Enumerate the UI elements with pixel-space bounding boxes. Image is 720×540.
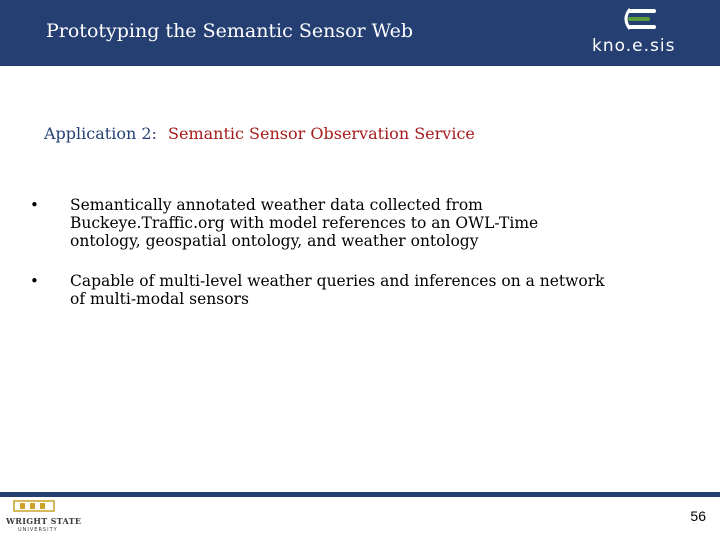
bullet-line: Semantically annotated weather data collected from [70,196,483,214]
slide-header [0,0,720,66]
page-number: 56 [690,508,706,524]
bullet-line: Buckeye.Traffic.org with model references to an OWL-Time [70,214,539,232]
bullet-item [30,272,690,308]
bullet-icon: • [30,272,39,290]
slide-title: Prototyping the Semantic Sensor Web [46,20,414,42]
bullet-line: ontology, geospatial ontology, and weather ontology [70,232,479,250]
knoesis-logo-text: kno.e.sis [592,36,676,56]
bullet-list [30,196,690,330]
subtitle-label: Application 2: [44,124,157,143]
wright-state-logo-text: WRIGHT STATE [6,516,82,526]
wright-state-logo-sub: UNIVERSITY [18,527,58,533]
slide-subtitle [44,124,475,143]
bullet-item [30,196,690,250]
knoesis-e-icon [590,6,708,36]
knoesis-logo [590,6,708,60]
wright-state-logo [4,498,82,538]
bullet-icon: • [30,196,39,214]
wright-state-building-icon [4,498,64,514]
subtitle-text: Semantic Sensor Observation Service [168,124,475,143]
bullet-line: of multi-modal sensors [70,290,249,308]
bullet-line: Capable of multi-level weather queries and inferences on a network [70,272,605,290]
footer-divider [0,492,720,497]
